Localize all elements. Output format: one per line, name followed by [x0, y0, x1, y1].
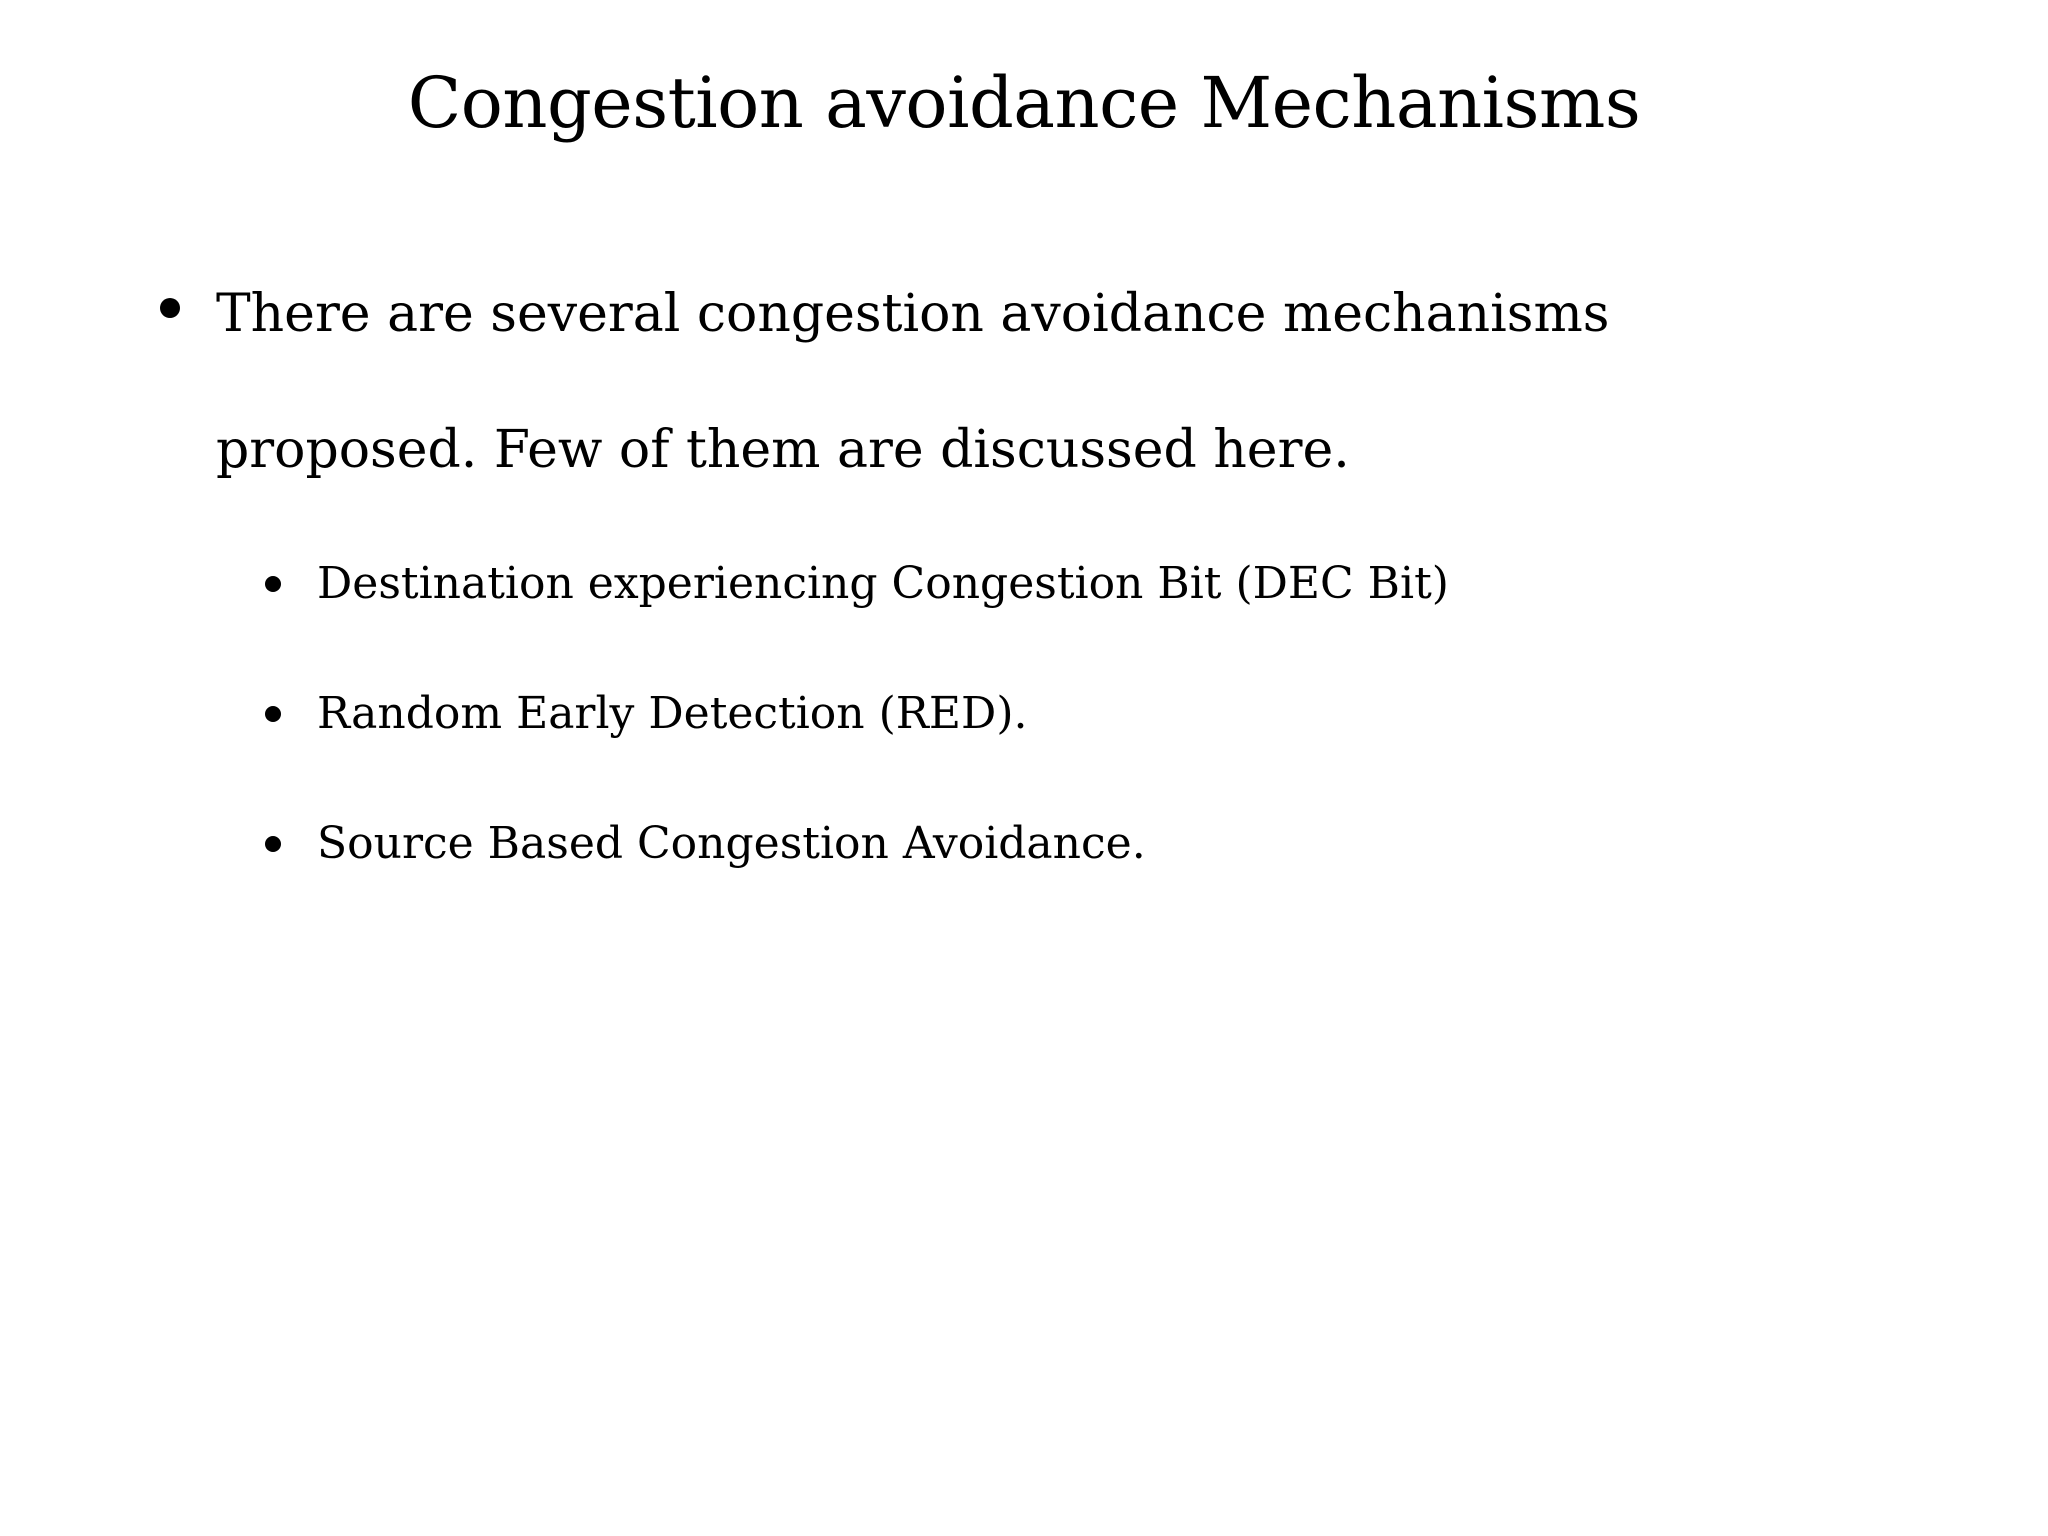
bullet-dot-icon [265, 706, 281, 722]
bullet-dot-icon [265, 576, 281, 592]
main-bullet-text: There are several congestion avoidance mechanisms proposed. Few of them are discussed here. [216, 284, 1610, 480]
sub-bullet-text: Source Based Congestion Avoidance. [317, 818, 1146, 869]
bullet-dot-icon [265, 836, 281, 852]
sub-bullet-list [265, 560, 1765, 950]
sub-bullet-item [265, 690, 1765, 820]
sub-bullet-item [265, 560, 1765, 690]
slide-title: Congestion avoidance Mechanisms [407, 62, 1641, 144]
sub-bullet-text: Destination experiencing Congestion Bit (DEC Bit) [317, 558, 1449, 609]
sub-bullet-text: Random Early Detection (RED). [317, 688, 1028, 739]
sub-bullet-item [265, 820, 1765, 950]
bullet-dot-icon [160, 298, 180, 318]
